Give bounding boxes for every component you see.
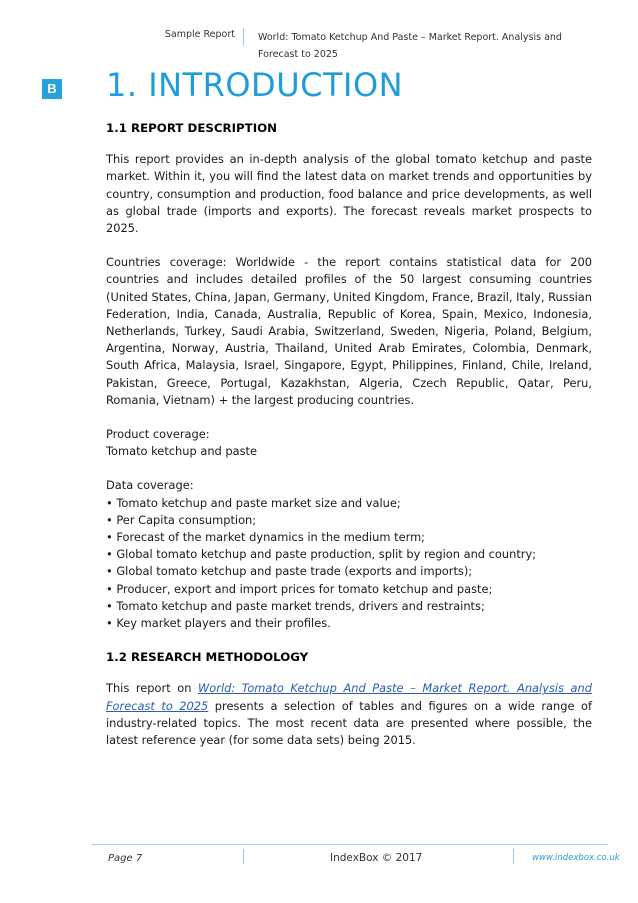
list-item: • Key market players and their profiles.	[106, 615, 592, 632]
paragraph-methodology	[106, 680, 592, 749]
copyright-notice: IndexBox © 2017	[330, 852, 423, 864]
product-coverage-label: Product coverage:	[106, 427, 210, 442]
chapter-title: 1. INTRODUCTION	[106, 66, 404, 104]
data-coverage-list	[106, 495, 592, 633]
website-link[interactable]: www.indexbox.co.uk	[532, 853, 620, 863]
paragraph-countries-coverage: Countries coverage: Worldwide - the report contains statistical data for 200 countries and includes detailed profiles of the 50 largest consuming countries (United States, China, Japan, Germany, United Kingdom, France, Brazil, Italy, Russian Federation, India, Canada, Australia, Republic of Korea, Spain, Mexico, Indonesia, Netherlands, Turkey, Saudi Arabia, Switzerland, Sweden, Nigeria, Poland, Belgium, Argentina, Norway, Austria, Thailand, United Arab Emirates, Colombia, Denmark, South Africa, Malaysia, Israel, Singapore, Egypt, Philippines, Finland, Chile, Ireland, Pakistan, Greece, Portugal, Kazakhstan, Algeria, Czech Republic, Qatar, Peru, Romania, Vietnam) + the largest producing countries.	[106, 255, 592, 407]
section-heading-report-description: 1.1 REPORT DESCRIPTION	[106, 121, 277, 135]
methodology-text-before: This report on	[106, 681, 199, 696]
list-item: • Per Capita consumption;	[106, 512, 592, 529]
footer-divider	[92, 844, 608, 845]
list-item: • Global tomato ketchup and paste production, split by region and country;	[106, 546, 592, 563]
list-item: • Producer, export and import prices for tomato ketchup and paste;	[106, 581, 592, 598]
section-heading-research-methodology: 1.2 RESEARCH METHODOLOGY	[106, 650, 309, 665]
list-item: • Tomato ketchup and paste market trends, drivers and restraints;	[106, 598, 592, 615]
header-divider	[243, 28, 244, 46]
product-coverage-value: Tomato ketchup and paste	[106, 444, 258, 459]
footer-separator	[513, 849, 514, 864]
list-item: • Tomato ketchup and paste market size and value;	[106, 495, 592, 512]
paragraph-overview: This report provides an in-depth analysis of the global tomato ketchup and paste market. Within it, you will find the latest data on market trends and opportunities by country, consumption and production, food balance and price developments, as well as global trade (imports and exports). The forecast reveals market prospects to 2025.	[106, 152, 592, 236]
footer-separator	[243, 849, 244, 864]
methodology-text-after: presents a selection of tables and figures on a wide range of industry-related topics. The most recent data are presented where possible, the latest reference year (for some data sets) being 2015.	[106, 698, 592, 748]
report-title-link[interactable]: World: Tomato Ketchup And Paste – Market Report. Analysis and Forecast to 2025	[106, 681, 592, 713]
header-report-title: World: Tomato Ketchup And Paste – Market Report. Analysis and Forecast to 2025	[258, 32, 562, 60]
data-coverage-label: Data coverage:	[106, 478, 194, 493]
list-item: • Global tomato ketchup and paste trade (exports and imports);	[106, 563, 592, 580]
list-item: • Forecast of the market dynamics in the medium term;	[106, 529, 592, 546]
page-number: Page 7	[108, 853, 143, 864]
main-content	[106, 120, 592, 766]
header-report-type: Sample Report	[164, 29, 235, 40]
brand-logo-icon: B	[42, 79, 62, 99]
